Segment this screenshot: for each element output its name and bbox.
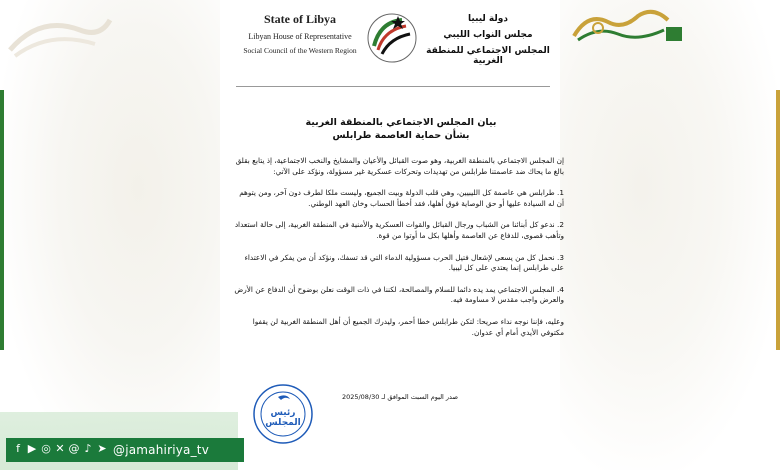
body-closing: وعليه، فإننا نوجه نداء صريحا: لتكن طرابلس خطا أحمر، وليدرك الجميع أن أهل المنطقة الغربية لن يقفوا مكتوفي الأيدي أمام أي عدوان.	[252, 316, 564, 337]
letterhead-council: Social Council of the Western Region	[243, 46, 357, 55]
right-gold-bar	[776, 90, 780, 350]
x-icon[interactable]: ✕	[55, 442, 65, 455]
left-decorative-panel	[0, 0, 230, 470]
body-point-4: 4. المجلس الاجتماعي يمد يده دائما للسلام والمصالحة، لكننا في ذات الوقت نعلن بوضوح أن الدفاع عن الأرض والعرض واجب مقدس لا مساومة فيه.	[234, 284, 564, 305]
youtube-icon[interactable]: ▶	[27, 442, 37, 455]
channel-logo-green-square	[666, 27, 682, 41]
tiktok-icon[interactable]: ♪	[84, 442, 92, 455]
telegram-icon[interactable]: ➤	[97, 442, 107, 455]
english-letterhead	[230, 12, 370, 55]
issue-date: صدر اليوم السبت الموافق لـ 2025/08/30	[341, 393, 458, 401]
channel-logo-icon	[568, 6, 680, 46]
header-divider	[236, 86, 550, 87]
facebook-icon[interactable]: f	[16, 442, 20, 455]
letterhead-state: State of Libya	[264, 12, 336, 26]
body-point-3: 3. نحمل كل من يسعى لإشعال فتيل الحرب مسؤولية الدماء التي قد تسفك، ونؤكد أن من يفكر في الاعتداء على طرابلس إنما يعتدي على كل ليبيا.	[244, 252, 564, 273]
channel-handle[interactable]: @jamahiriya_tv	[113, 443, 209, 457]
body-point-2: 2. ندعو كل أبنائنا من الشباب ورجال القبائل والقوات العسكرية والأمنية في المنطقة الغربية، إلى حالة استعداد وتأهب قصوى، للدفاع عن العاصمة وأهلها بكل ما أوتوا من قوة.	[234, 220, 564, 240]
title-line-2: بشأن حماية العاصمة طرابلس	[332, 130, 470, 141]
left-green-bar	[0, 90, 4, 350]
right-decorative-panel	[550, 0, 780, 470]
arabic-letterhead	[423, 14, 553, 66]
letterhead-council-ar: المجلس الاجتماعي للمنطقة الغربية	[426, 46, 550, 66]
letterhead-state-ar: دولة ليبيا	[468, 14, 508, 24]
libya-emblem-icon	[362, 8, 422, 66]
body-intro: إن المجلس الاجتماعي بالمنطقة الغربية، وهو صوت القبائل والأعيان والمشايخ والنخب الاجتماعية، إذ يتابع بقلق بالغ ما يحاك ضد عاصمتنا طرابلس من تهديدات وتحركات عسكرية غير مسؤولة، ونؤكد على الآتي:	[235, 156, 564, 176]
instagram-icon[interactable]: ◎	[41, 442, 51, 455]
body-point-1: 1. طرابلس هي عاصمة كل الليبيين، وهي قلب الدولة وبيت الجميع، وليست ملكا لطرف دون آخر، ومن يتوهم أن له السيادة عليها أو حق الوصاية فوق أهلها، فقد أخطأ الحساب وخان العهد الوطني.	[239, 188, 564, 208]
statement-body	[232, 156, 564, 349]
stamp-label: رئيس المجلس	[265, 408, 301, 428]
title-line-1: بيان المجلس الاجتماعي بالمنطقة الغربية	[305, 117, 497, 128]
letterhead-house: Libyan House of Representative	[248, 32, 352, 41]
watermark-logo-icon	[0, 10, 120, 60]
threads-icon[interactable]: @	[68, 442, 80, 455]
letterhead-house-ar: مجلس النواب الليبي	[443, 30, 533, 40]
statement-title	[236, 116, 566, 142]
